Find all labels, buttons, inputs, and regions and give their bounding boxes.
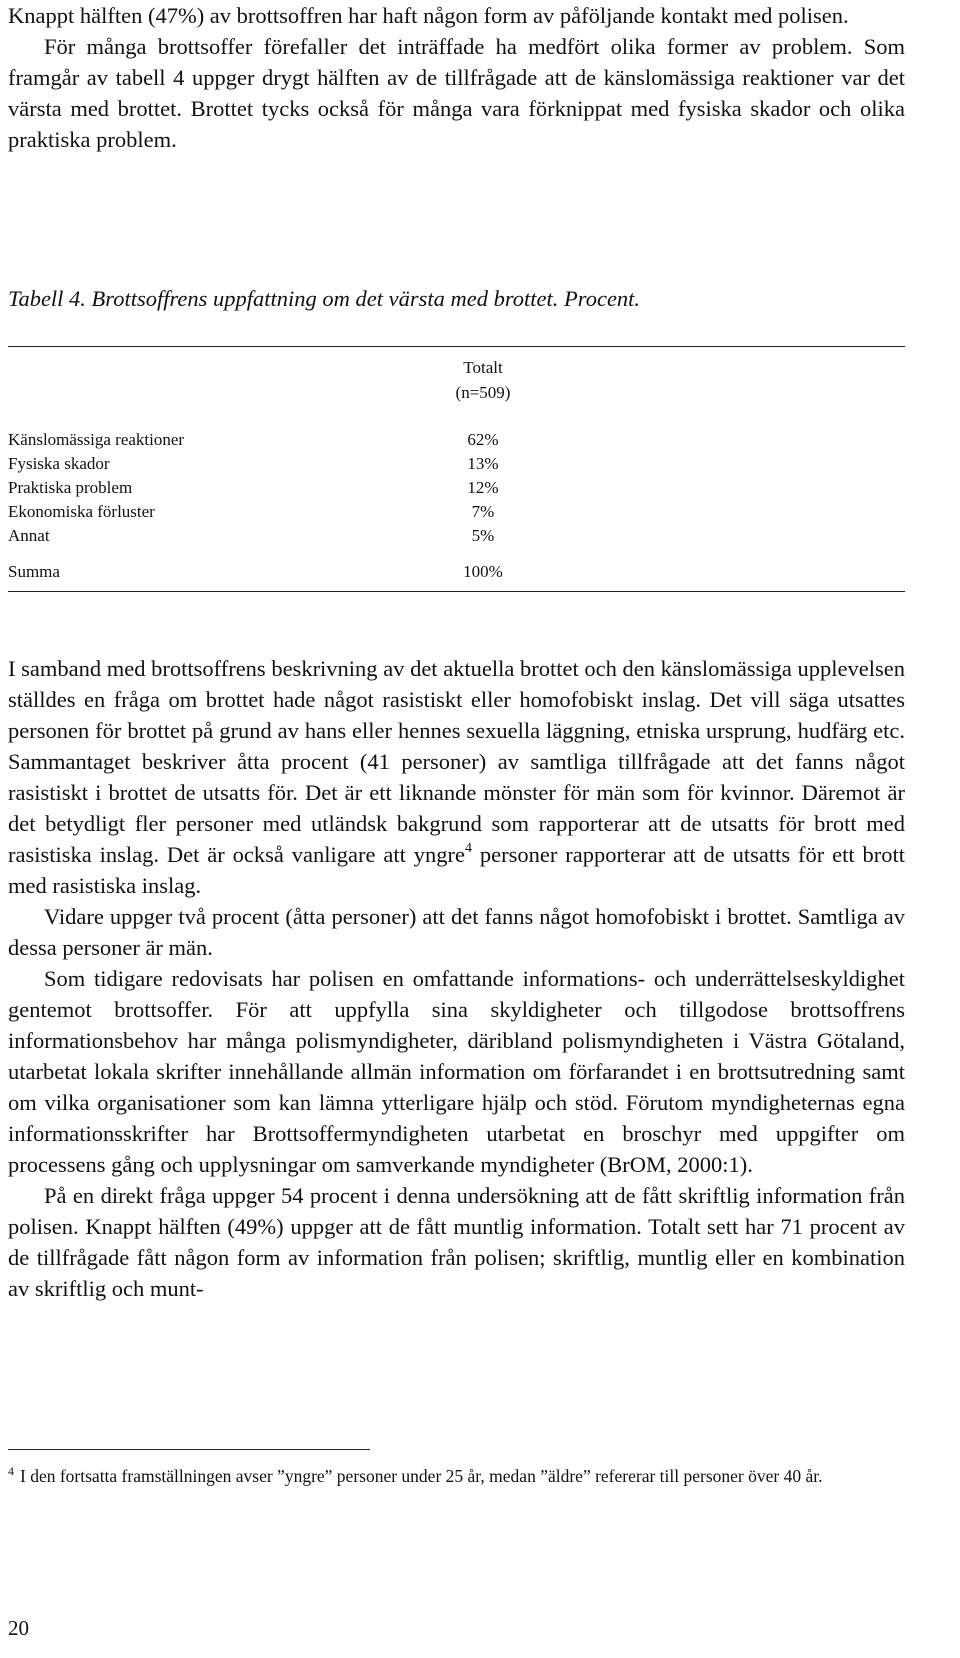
table-row bbox=[8, 500, 608, 524]
row-label: Känslomässiga reaktioner bbox=[8, 430, 185, 449]
table-row bbox=[8, 476, 608, 500]
table-total-row bbox=[8, 560, 608, 584]
results-table bbox=[8, 346, 905, 592]
body-paragraph-1 bbox=[8, 653, 905, 901]
table-caption: Tabell 4. Brottsoffrens uppfattning om det värsta med brottet. Procent. bbox=[8, 286, 641, 311]
body-paragraph-1-tail: personer rapporterar att de utsatts för ett brott med rasistiska inslag. bbox=[8, 842, 906, 898]
body-section bbox=[8, 653, 905, 1304]
table-row bbox=[8, 428, 608, 452]
total-label: Summa bbox=[8, 562, 60, 581]
body-paragraph-2: Vidare uppger två procent (åtta personer) att det fanns något homofobiskt i brottet. Samtliga av dessa personer är män. bbox=[8, 904, 905, 960]
intro-paragraph-2: För många brottsoffer förefaller det inträffade ha medfört olika former av problem. Som framgår av tabell 4 uppger drygt hälften av de tillfrågade att de känslomässiga reaktioner var det värsta med brottet. Brottet tycks också för många vara förknippat med fysiska skador och olika praktiska problem. bbox=[8, 34, 905, 152]
page-number: 20 bbox=[8, 1616, 29, 1640]
intro-section bbox=[8, 0, 905, 155]
total-value: 100% bbox=[463, 562, 503, 581]
row-label: Ekonomiska förluster bbox=[8, 502, 155, 521]
row-value: 7% bbox=[471, 502, 495, 521]
intro-paragraph-1: Knappt hälften (47%) av brottsoffren har haft någon form av påföljande kontakt med polisen. bbox=[8, 3, 849, 28]
footnote-mark: 4 bbox=[8, 1464, 14, 1478]
row-label: Fysiska skador bbox=[8, 454, 110, 473]
footnote-separator bbox=[8, 1449, 370, 1450]
row-value: 13% bbox=[467, 454, 499, 473]
row-label: Annat bbox=[8, 526, 50, 545]
footnote-reference: 4 bbox=[465, 840, 472, 856]
row-value: 62% bbox=[467, 430, 499, 449]
body-paragraph-1-text: I samband med brottsoffrens beskrivning av det aktuella brottet och den känslomässiga upplevelsen ställdes en fråga om brottet hade något rasistiskt eller homofobiskt inslag. Det vill säga utsattes personen för brottet på grund av hans eller hennes sexuella läggning, etniska ursprung, hudfärg etc. Sammantaget beskriver åtta procent (41 personer) av samtliga tillfrågade att det fanns något rasistiskt i brottet de utsatts för. Det är ett liknande mönster för män som för kvinnor. Däremot är det betydligt fler personer med utländsk bakgrund som rapporterar att de utsatts för brott med rasistiska inslag. Det är också vanligare att yngre bbox=[8, 656, 905, 867]
table-row bbox=[8, 524, 608, 548]
body-paragraph-3: Som tidigare redovisats har polisen en omfattande informations- och underrättelseskyldighet gentemot brottsoffer. För att uppfylla sina skyldigheter och tillgodose brottsoffrens informationsbehov har många polismyndigheter, däribland polismyndigheten i Västra Götaland, utarbetat lokala skrifter innehållande allmän information om förfarandet i en brottsutredning samt om vilka organisationer som kan lämna ytterligare hjälp och stöd. Förutom myndigheternas egna informationsskrifter har Brottsoffermyndigheten utarbetat en broschyr med uppgifter om processens gång och upplysningar om samverkande myndigheter (BrOM, 2000:1). bbox=[8, 966, 905, 1177]
table-header-totalt: Totalt bbox=[463, 358, 503, 377]
row-value: 12% bbox=[467, 478, 499, 497]
row-value: 5% bbox=[471, 526, 495, 545]
table-header-n: (n=509) bbox=[455, 383, 511, 402]
table-row bbox=[8, 452, 608, 476]
body-paragraph-4: På en direkt fråga uppger 54 procent i denna undersökning att de fått skriftlig information från polisen. Knappt hälften (49%) uppger att de fått muntlig information. Totalt sett har 71 procent av de tillfrågade fått någon form av information från polisen; skriftlig, muntlig eller en kombination av skriftlig och munt- bbox=[8, 1183, 905, 1301]
footnote bbox=[8, 1462, 905, 1492]
footnote-text: I den fortsatta framställningen avser ”yngre” personer under 25 år, medan ”äldre” refererar till personer över 40 år. bbox=[20, 1466, 823, 1486]
row-label: Praktiska problem bbox=[8, 478, 133, 497]
